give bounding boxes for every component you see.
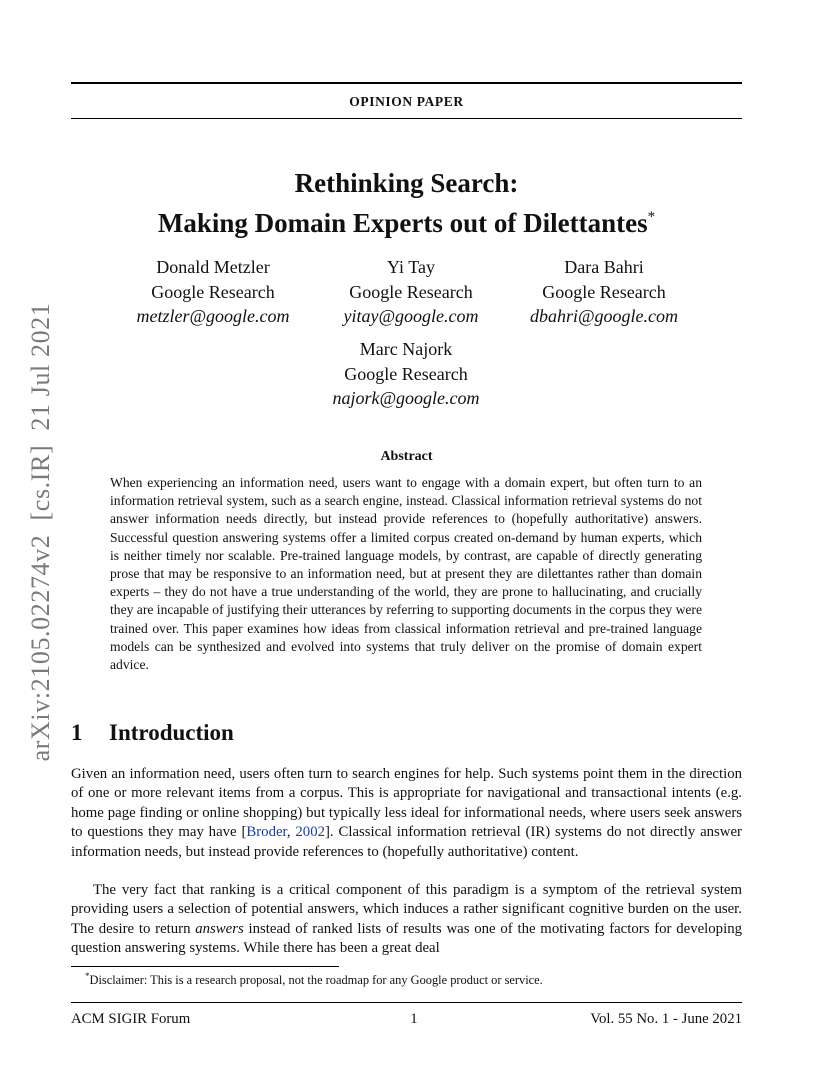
- paragraph-text: ]. Classical information retrieval (IR) systems do not directly answer information needs, but instead provide references to (hopefully authoritative) content.: [71, 824, 742, 860]
- section-title: Introduction: [109, 720, 234, 745]
- title-line-1: Rethinking Search:: [294, 168, 519, 198]
- footer-volume: Vol. 55 No. 1 - June 2021: [590, 1011, 742, 1027]
- header-top-rule: [71, 82, 742, 84]
- footnote-mark: *: [85, 971, 90, 981]
- author-affiliation: Google Research: [542, 281, 666, 302]
- arxiv-stamp[interactable]: arXiv:2105.02274v2 [cs.IR] 21 Jul 2021: [26, 302, 55, 762]
- title-footnote-mark: *: [647, 209, 656, 225]
- header-bottom-rule: [71, 118, 742, 119]
- emphasized-word: answers: [195, 920, 244, 937]
- citation-separator: ,: [286, 824, 296, 841]
- author-block: [301, 255, 521, 329]
- author-name: Donald Metzler: [156, 257, 270, 277]
- author-affiliation: Google Research: [344, 363, 468, 384]
- title-line-2: Making Domain Experts out of Dilettantes: [157, 208, 648, 238]
- abstract-text: When experiencing an information need, users want to engage with a domain expert, but often turn to an information retrieval system, such as a search engine, instead. Classical information retrieval systems do not answer information needs directly, but instead provide references to (hopefully authoritative) answers. Successful question answering systems offer a limited corpus created on-demand by human experts, which is neither timely nor scalable. Pre-trained language models, by contrast, are capable of directly generating prose that may be responsive to an information need, but at present they are dilettantes rather than domain experts – they do not have a true understanding of the world, they are prone to hallucinating, and crucially they are incapable of justifying their utterances by referring to supporting documents in the corpus they were trained over. This paper examines how ideas from classical information retrieval and pre-trained language models can be synthesized and evolved into systems that truly deliver on the promise of domain expert advice.: [110, 475, 702, 673]
- body-paragraph: [71, 765, 742, 862]
- citation-author: Broder: [246, 824, 287, 841]
- author-affiliation: Google Research: [151, 281, 275, 302]
- author-block: [296, 337, 516, 411]
- citation-link[interactable]: [246, 824, 325, 840]
- footer-journal: ACM SIGIR Forum: [71, 1011, 191, 1027]
- author-name: Marc Najork: [359, 339, 453, 359]
- author-name: Yi Tay: [387, 257, 435, 277]
- citation-year: 2002: [295, 824, 325, 841]
- body-paragraph: [71, 881, 742, 959]
- author-email[interactable]: dbahri@google.com: [529, 306, 679, 326]
- paragraph-text: instead of ranked lists of results was one of the motivating factors for developing question answering systems. While there has been a great deal: [71, 920, 742, 957]
- author-email[interactable]: najork@google.com: [332, 388, 480, 408]
- abstract-heading: Abstract: [380, 449, 433, 464]
- footnote-text: Disclaimer: This is a research proposal, not the roadmap for any Google product or service.: [89, 973, 543, 988]
- section-number: 1: [71, 720, 83, 745]
- footer-page-number: 1: [410, 1011, 418, 1027]
- paper-title: [71, 166, 742, 240]
- author-block: [103, 255, 323, 329]
- paper-type-label: OPINION PAPER: [349, 94, 464, 109]
- section-heading: [71, 720, 234, 746]
- author-email[interactable]: yitay@google.com: [343, 306, 479, 326]
- author-block: [494, 255, 714, 329]
- author-email[interactable]: metzler@google.com: [136, 306, 290, 326]
- footnote: [71, 971, 742, 988]
- author-name: Dara Bahri: [564, 257, 644, 277]
- paragraph-text: The very fact that ranking is a critical component of this paradigm is a symptom of the retrieval system providing users a selection of potential answers, which induces a rather significant cognitive burden on the user. The desire to return: [71, 882, 742, 937]
- footer-rule: [71, 1002, 742, 1003]
- author-affiliation: Google Research: [349, 281, 473, 302]
- footnote-rule: [71, 966, 339, 967]
- paragraph-text: Given an information need, users often turn to search engines for help. Such systems point them in the direction of one or more relevant items from a corpus. This is appropriate for navigational and transactional intents (e.g. home page finding or online shopping) but typically less ideal for informational needs, where users seek answers to questions they may have [: [71, 766, 742, 841]
